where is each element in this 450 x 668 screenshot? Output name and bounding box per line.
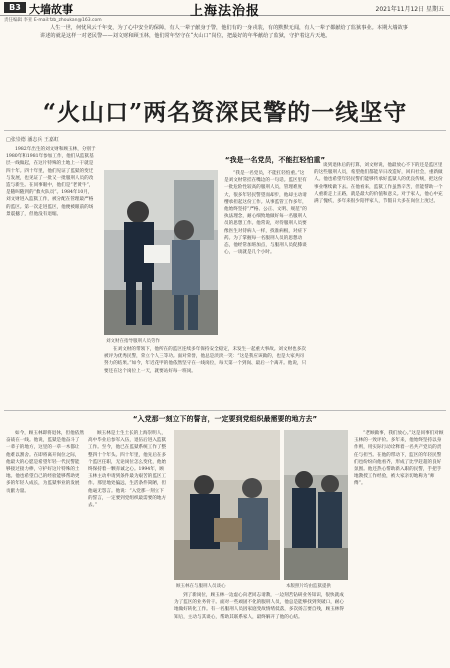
article-headline: “火山口”两名资深民警的一线坚守 [42, 99, 408, 126]
section2-text-far: 如今，顾玉林即将退休，但他依然奋战在一线。他说，监狱是他奋斗了一辈子的地方，这里的一草一木都让他难以割舍。在即将离开岗位之际，他最大的心愿是希望年轻一代民警能够接过接力棒，守护好这片特殊的土地。他也希望自己的经验能够帮助更多的年轻人成长，为监狱事业的发展贡献力量。 [6, 431, 84, 494]
section1-text-right: 在刘文财的带领下，他所在的监区连续多年保持安全稳定，未发生一起重大事故。刘文财也多次被评为优秀民警，荣立个人三等功。面对荣誉，他总是淡淡一笑：“这是我应该做的，也是大家共同努力的结果。”如今，年近花甲的他依然坚守在一线岗位，每天第一个到岗、最后一个离开。他说，只要还在这个岗位上一天，就要站好每一班岗。 [104, 347, 307, 374]
photo-gu-yulin-image [174, 430, 280, 580]
section2-text-right: “老顾做事，我们放心。”这是同事们对顾玉林的一致评价。多年来，他始终坚持以身作则，用实际行动诠释着一名共产党员的责任与担当。在他的带动下，监区的年轻民警们也纷纷向他看齐，形成了比学赶超的良好氛围。他还热心帮助新入职的民警，手把手地教授工作经验，被大家亲切地称为“师傅”。 [354, 431, 444, 487]
section1-text-mid: “我是一名党员，不能扛轻怕重。”这是刘文财常挂在嘴边的一句话。监区里有一批危险性较高的服刑人员，管理难度大，很多年轻民警望而却步，他却主动请缨承担起这份工作。从事监管工作多年，他始终坚持“严格、公正、文明、规范”的执法理念，耐心细致地做好每一名服刑人员的思想工作。他常说，对待服刑人员要像医生对待病人一样，找准病根，对症下药。为了掌握每一名服刑人员的思想动态，他经常加班加点，与服刑人员促膝谈心，一谈就是几个小时。 [224, 171, 307, 256]
section1-subhead-text: “我是一名党员，不能扛轻怕重” [224, 156, 326, 164]
section2-column-mid [174, 592, 348, 666]
issue-date: 2021年11月12日 星期五 [375, 6, 444, 13]
photo1-caption: 刘文财在指导服刑人员劳作 [106, 339, 160, 344]
byline: □张崇德 潘志兵 王嘉虹 [6, 137, 59, 143]
section1-column-left [6, 146, 96, 408]
section1-column-far [314, 162, 444, 408]
page-header [0, 0, 450, 19]
photo-group [284, 430, 348, 580]
section2-text-mid: 到了新岗位，顾玉林一边虚心向老同志请教，一边刻苦钻研业务知识，很快就成为了监区的业务骨干。面对一些顽固不化的服刑人员，他总是能够找到突破口，耐心地做好转化工作。有一名服刑人员因家庭变故情绪低落，多次扬言要自残，顾玉林得知后，主动与其谈心，帮助其联系家人，最终解开了他的心结。 [174, 593, 344, 620]
photo2-caption: 顾玉林在与服刑人员谈心 [176, 584, 226, 589]
photo3-caption: 本版照片均由监狱提供 [286, 584, 331, 589]
section2-column-left [88, 430, 168, 666]
section1-text-far: 谈到退休后的打算，刘文财说，他最放心不下的还是监区里的这些服刑人员，希望他们都能早日改造好，回归社会，重新做人。他也希望年轻民警们能够传承好监狱人的优良传统，把这份事业继续做下去。在他看来，监狱工作虽然辛苦，但能帮助一个人重新走上正路，就是最大的价值和意义。对于家人，他心中充满了愧疚，多年来很少陪伴家人，节假日大多在岗位上度过。 [314, 163, 443, 205]
section2-column-far [6, 430, 84, 666]
section2-text-left: 顾玉林是土生土长的上海崇明人，高中毕业后参军入伍，退伍后进入监狱工作。至今，他已在监狱系统工作了整整四十个年头。四十年里，他先后在多个监区任职，无论岗位怎么变化，他始终保持着一颗赤诚之心。1994年，顾玉林主动申请到条件最为艰苦的监区工作。那里地处偏远，生活条件简陋，但他毫无怨言。他说：“入党那一刻立下的誓言，一定要到党组织最需要的地方去。” [88, 431, 167, 509]
section-divider [4, 410, 446, 411]
photo-liu-wencai-image [104, 170, 218, 335]
page-number-badge: B3 [4, 2, 26, 13]
article-intro [40, 24, 410, 40]
section2-column-right [354, 430, 444, 666]
divider [4, 130, 446, 131]
photo-liu-wencai [104, 170, 218, 335]
editor-line: 责任编辑 李亚 E-mail:fzb_zhoukan@163.com [4, 18, 102, 23]
section1-column-mid [224, 170, 308, 343]
photo-gu-yulin [174, 430, 280, 580]
column-title: 大墙故事 [29, 3, 73, 16]
section2-subhead-text: “入党那一刻立下的誓言，一定要到党组织最需要的地方去” [132, 415, 318, 423]
newspaper-masthead: 上海法治报 [190, 4, 261, 19]
intro-text: 人生一世，何忧风云千年变，为了心中安全的保障，有人一辈子献身于警，他们有的一身戎装，有的默默无闻，有人一辈子都献给了监狱事业。本期大墙故事讲述的就是这样一对老民警——刘文财和顾玉林，他们常年坚守在“火山口”岗位，把最好的年华献给了监狱，守护着这片天地。 [40, 25, 408, 39]
section2-subhead [80, 414, 370, 424]
section1-text-left: 1982年出生的刘文财和顾玉林，分别于1980年和1981年参加工作，他们从监狱基层一线做起，在这片特殊的土地上一干就是四十年。四十年里，他们见证了监狱的变迁与发展，也见证了一批又一批服刑人员的改造与新生。在同事眼中，他们是“老黄牛”，是随叫随到的“救火队员”。1984年10月，刘文财进入监狱工作，被分配在管理最严格的监区。第一次走进监区，他便被眼前的场景震撼了，但他没有退缩。 [6, 147, 96, 217]
section1-column-bottom [104, 346, 308, 408]
photo-group-image [284, 430, 348, 580]
